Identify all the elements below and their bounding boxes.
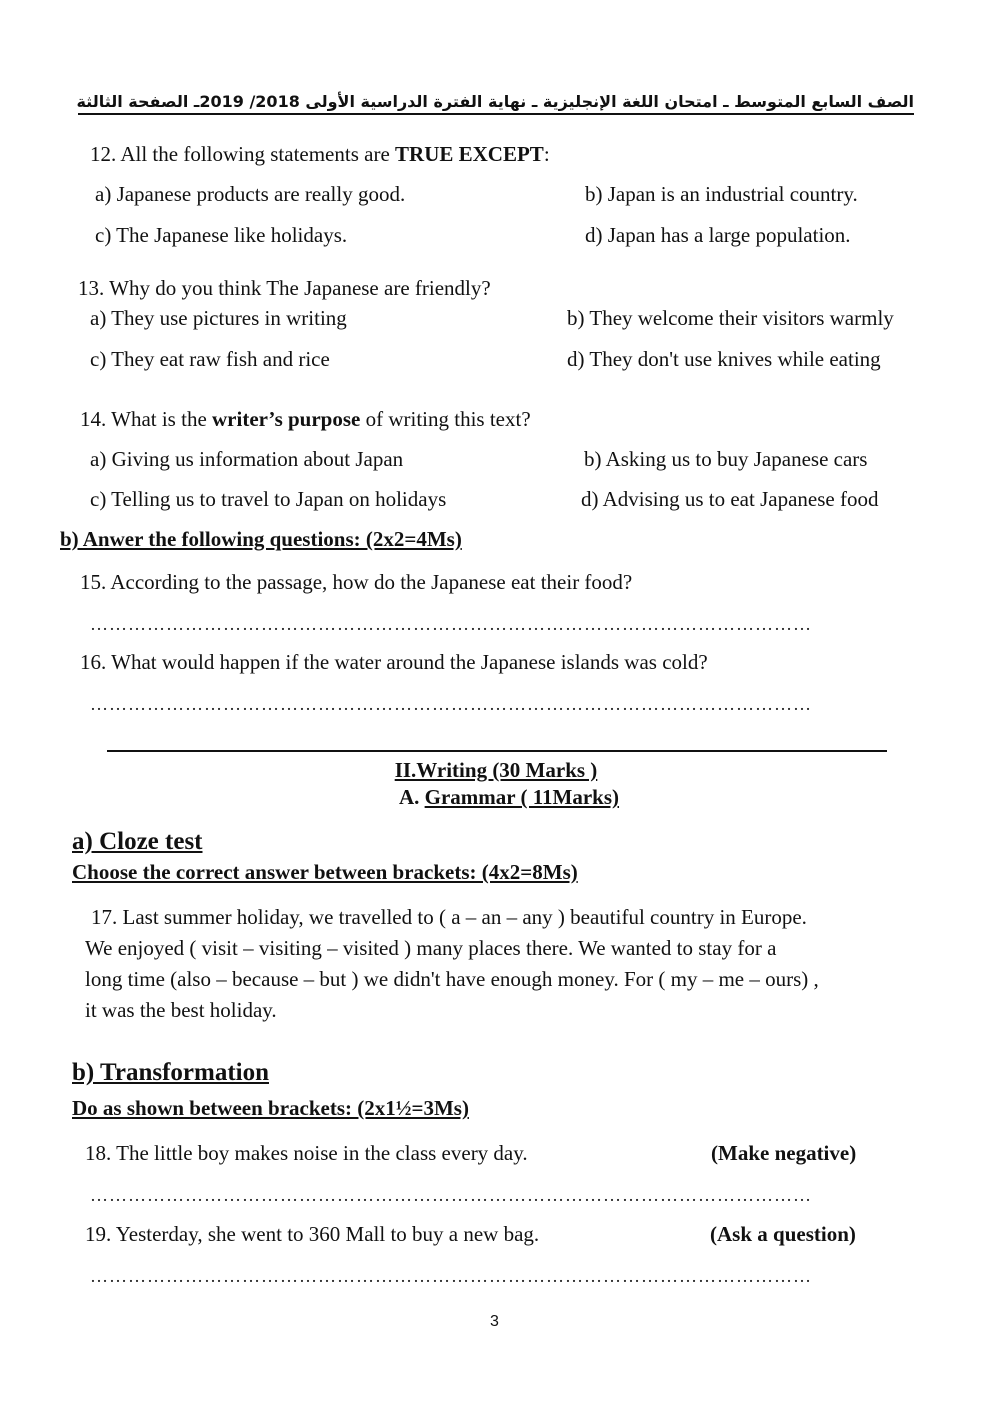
page-header: الصف السابع المتوسط ـ امتحان اللغة الإنجليزية ـ نهاية الفترة الدراسية الأولى 2018/ 2019ـ الصفحة الثالثة: [78, 92, 914, 115]
question-13-option-b: b) They welcome their visitors warmly: [567, 306, 894, 330]
question-18-task: (Make negative): [711, 1141, 857, 1165]
question-16-stem: 16. What would happen if the water around the Japanese islands was cold?: [80, 650, 708, 674]
question-13-option-a: a) They use pictures in writing: [90, 306, 347, 330]
question-16-answer-line[interactable]: ……………………………………………………………………………………………………: [90, 694, 812, 714]
cloze-line-3: long time (also – because – but ) we didn't have enough money. For ( my – me – ours) ,: [85, 967, 819, 991]
question-12-colon: :: [543, 142, 550, 166]
grammar-prefix: A.: [398, 785, 425, 809]
question-12-option-b: b) Japan is an industrial country.: [585, 182, 858, 206]
question-12-stem-text: 12. All the following statements are: [90, 142, 396, 166]
cloze-paragraph: [85, 902, 915, 1026]
question-14-option-a: a) Giving us information about Japan: [90, 447, 404, 471]
question-12-emphasis: TRUE EXCEPT: [395, 142, 544, 166]
question-18-stem: 18. The little boy makes noise in the class every day.: [85, 1141, 528, 1165]
transformation-instruction: Do as shown between brackets: (2x1½=3Ms): [72, 1096, 469, 1120]
cloze-line-2: We enjoyed ( visit – visiting – visited ) many places there. We wanted to stay for a: [85, 936, 777, 960]
question-14-option-b: b) Asking us to buy Japanese cars: [584, 447, 868, 471]
writing-title-text: II.Writing (30 Marks ): [394, 758, 598, 782]
question-13-stem: 13. Why do you think The Japanese are friendly?: [78, 276, 491, 300]
question-19-task: (Ask a question): [710, 1222, 856, 1246]
question-14-emphasis: writer’s purpose: [212, 407, 361, 431]
grammar-title-text: Grammar ( 11Marks): [424, 785, 620, 809]
question-14-stem: [80, 407, 531, 432]
question-14-stem-text: 14. What is the: [80, 407, 213, 431]
cloze-line-1: 17. Last summer holiday, we travelled to ( a – an – any ) beautiful country in Europe.: [91, 905, 807, 929]
question-13-option-c: c) They eat raw fish and rice: [90, 347, 330, 371]
question-15-stem: 15. According to the passage, how do the Japanese eat their food?: [80, 570, 633, 594]
question-19-stem: 19. Yesterday, she went to 360 Mall to buy a new bag.: [85, 1222, 540, 1246]
cloze-title: a) Cloze test: [72, 828, 203, 855]
question-12-option-d: d) Japan has a large population.: [585, 223, 851, 247]
section-b-heading: b) Anwer the following questions: (2x2=4Ms): [60, 527, 462, 551]
question-12-stem: [90, 142, 550, 167]
question-15-answer-line[interactable]: ……………………………………………………………………………………………………: [90, 614, 812, 634]
question-18-answer-line[interactable]: ……………………………………………………………………………………………………: [90, 1185, 812, 1205]
question-13-option-d: d) They don't use knives while eating: [567, 347, 881, 371]
cloze-line-4: it was the best holiday.: [85, 998, 277, 1022]
question-12-option-a: a) Japanese products are really good.: [95, 182, 406, 206]
question-14-option-d: d) Advising us to eat Japanese food: [581, 487, 879, 511]
page-number: 3: [490, 1313, 499, 1330]
transformation-title: b) Transformation: [72, 1059, 269, 1086]
grammar-title: [0, 785, 992, 810]
question-12-option-c: c) The Japanese like holidays.: [95, 223, 348, 247]
question-14-option-c: c) Telling us to travel to Japan on holidays: [90, 487, 447, 511]
question-19-answer-line[interactable]: ……………………………………………………………………………………………………: [90, 1266, 812, 1286]
cloze-instruction: Choose the correct answer between brackets: (4x2=8Ms): [72, 860, 578, 884]
writing-title: [0, 758, 992, 783]
section-divider: [107, 750, 887, 752]
question-14-stem-tail: of writing this text?: [360, 407, 531, 431]
